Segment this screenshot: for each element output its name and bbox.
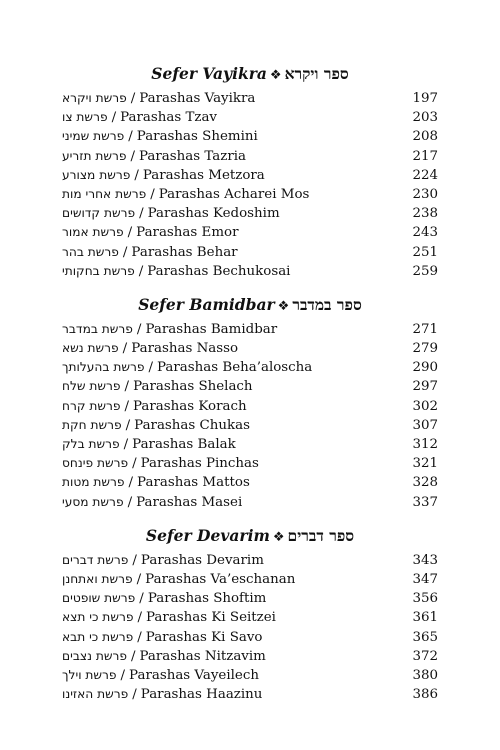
entry-title <box>62 185 309 204</box>
entry-separator: / <box>136 571 142 587</box>
toc-entry <box>62 570 438 589</box>
entry-title-hebrew: פרשת חקת <box>62 417 122 432</box>
entry-title-english: Parashas Bechukosai <box>147 263 291 279</box>
entry-title <box>62 339 238 358</box>
toc-entry <box>62 666 438 685</box>
entry-separator: / <box>122 341 128 357</box>
entry-title-english: Parashas Vayikra <box>139 91 256 106</box>
toc-entry <box>62 628 438 647</box>
entry-title <box>62 89 255 108</box>
toc-entry <box>62 397 438 416</box>
entry-separator: / <box>138 263 144 279</box>
entry-separator: / <box>127 225 133 241</box>
entry-title <box>62 416 250 435</box>
entry-title-hebrew: פרשת תזריע <box>62 148 127 163</box>
page-number: 321 <box>412 456 438 472</box>
section-title-english: Sefer Vayikra <box>151 64 267 83</box>
entry-title-english: Parashas Va’eschanan <box>145 571 296 587</box>
entry-separator: / <box>150 186 155 202</box>
entry-title-english: Parashas Tzav <box>120 110 217 126</box>
page-number: 259 <box>412 263 438 279</box>
entry-title-hebrew: פרשת פינחס <box>62 456 129 471</box>
entry-title-english: Parashas Pinchas <box>140 456 259 472</box>
toc-entry <box>62 243 438 262</box>
page-number: 238 <box>412 206 438 222</box>
section-heading <box>62 295 438 315</box>
entry-title <box>62 147 246 166</box>
entry-title <box>62 454 259 473</box>
entry-title-english: Parashas Bamidbar <box>145 321 278 337</box>
entry-separator: / <box>132 456 137 472</box>
entry-title <box>62 223 238 242</box>
section-title-english: Sefer Devarim <box>145 525 270 545</box>
toc-entry <box>62 339 438 358</box>
page-number: 243 <box>412 225 438 241</box>
entry-title-hebrew: פרשת האזינו <box>62 687 129 702</box>
page-number: 343 <box>412 552 438 568</box>
entry-separator: / <box>139 591 144 607</box>
entry-title <box>62 204 280 223</box>
entry-title-hebrew: פרשת אחרי מות <box>62 186 147 201</box>
toc-entry <box>62 416 438 435</box>
entry-title <box>62 397 247 416</box>
entry-title-hebrew: פרשת בהעלותך <box>62 360 145 375</box>
entry-title-english: Parashas Mattos <box>137 475 250 491</box>
entry-title-hebrew: פרשת בהר <box>62 244 119 259</box>
section-devarim <box>62 526 438 705</box>
page-number: 356 <box>412 591 438 607</box>
diamond-ornament-icon: ❖ <box>277 298 290 314</box>
page-number: 197 <box>412 91 438 106</box>
entry-title <box>62 608 276 627</box>
entry-title-english: Parashas Tazria <box>139 148 246 164</box>
entry-separator: / <box>120 667 126 683</box>
entry-title-hebrew: פרשת בחקותי <box>62 263 135 278</box>
entry-title-hebrew: פרשת קדושים <box>62 206 136 221</box>
entry-separator: / <box>122 244 128 260</box>
toc-entry <box>62 89 438 108</box>
entry-title <box>62 647 266 666</box>
entry-title-hebrew: פרשת כי תצא <box>62 610 134 625</box>
page-number: 203 <box>412 110 438 126</box>
entry-title-hebrew: פרשת וילך <box>62 667 117 682</box>
entry-title-english: Parashas Haazinu <box>140 687 263 703</box>
toc-entry <box>62 647 438 666</box>
entry-title <box>62 358 312 377</box>
page-number: 365 <box>412 629 438 645</box>
entry-title <box>62 473 250 492</box>
page-number: 312 <box>412 437 438 452</box>
entry-title-hebrew: פרשת שופטים <box>62 591 136 606</box>
entry-title-hebrew: פרשת בלק <box>62 437 120 451</box>
entry-list <box>62 89 438 281</box>
entry-title <box>62 551 264 570</box>
entry-separator: / <box>128 475 134 491</box>
toc-entry <box>62 147 438 166</box>
entry-title <box>62 108 217 127</box>
toc-entry <box>62 493 438 512</box>
toc-entry <box>62 223 438 242</box>
entry-title-english: Parashas Metzora <box>142 167 265 183</box>
entry-title-english: Parashas Ki Seitzei <box>145 610 276 626</box>
page-number: 290 <box>412 360 438 376</box>
entry-separator: / <box>111 110 117 126</box>
page-number: 224 <box>412 167 438 183</box>
page-number: 251 <box>412 244 438 260</box>
entry-title-english: Parashas Korach <box>133 398 247 414</box>
section-heading <box>62 526 438 546</box>
page-number: 347 <box>412 571 438 587</box>
page-number: 386 <box>412 687 438 703</box>
section-title-hebrew: ספר במדבר <box>292 294 362 314</box>
entry-title-hebrew: פרשת צו <box>62 110 108 125</box>
entry-title-hebrew: פרשת שמיני <box>62 129 125 144</box>
entry-title-hebrew: פרשת ואתחנן <box>62 571 133 586</box>
entry-title-hebrew: פרשת ויקרא <box>62 91 127 105</box>
page-number: 208 <box>412 129 438 145</box>
entry-title-hebrew: פרשת מטות <box>62 475 125 490</box>
toc-entry <box>62 685 438 704</box>
entry-separator: / <box>123 437 129 452</box>
entry-separator: / <box>132 552 137 568</box>
entry-title-english: Parashas Chukas <box>134 417 251 433</box>
entry-title-english: Parashas Vayeilech <box>129 667 259 683</box>
section-vayikra <box>62 64 438 281</box>
toc-entry <box>62 166 438 185</box>
section-title-hebrew: ספר ויקרא <box>284 64 349 83</box>
page-number: 380 <box>412 667 438 683</box>
entry-separator: / <box>136 321 142 337</box>
entry-title-hebrew: פרשת נשא <box>62 341 119 356</box>
entry-separator: / <box>148 360 153 376</box>
entry-title-english: Parashas Shoftim <box>147 591 267 607</box>
entry-separator: / <box>137 629 142 645</box>
entry-title-english: Parashas Ki Savo <box>145 629 263 645</box>
entry-title-hebrew: פרשת שלח <box>62 379 121 394</box>
page-number: 337 <box>412 494 438 510</box>
entry-title-english: Parashas Balak <box>132 437 236 452</box>
toc-entry <box>62 551 438 570</box>
toc-entry <box>62 262 438 281</box>
entry-title <box>62 493 242 512</box>
entry-title-english: Parashas Masei <box>136 494 243 510</box>
toc-entry <box>62 589 438 608</box>
entry-separator: / <box>137 610 142 626</box>
section-title-hebrew: ספר דברים <box>287 525 355 545</box>
toc-entry <box>62 377 438 396</box>
entry-separator: / <box>139 206 144 222</box>
page-number: 361 <box>412 610 438 626</box>
entry-title-hebrew: פרשת נצבים <box>62 648 127 663</box>
entry-title <box>62 435 236 454</box>
entry-title-hebrew: פרשת מסעי <box>62 494 124 509</box>
toc-entry <box>62 608 438 627</box>
section-heading <box>62 64 438 84</box>
entry-title-english: Parashas Kedoshim <box>147 206 280 222</box>
entry-title <box>62 127 258 146</box>
entry-separator: / <box>127 494 133 510</box>
table-of-contents <box>62 64 438 718</box>
page-number: 302 <box>412 398 438 414</box>
entry-separator: / <box>130 148 135 164</box>
entry-separator: / <box>125 417 131 433</box>
toc-entry <box>62 454 438 473</box>
entry-title-hebrew: פרשת במדבר <box>62 321 133 336</box>
entry-title-english: Parashas Nitzavim <box>139 648 266 664</box>
entry-title-english: Parashas Shelach <box>133 379 253 395</box>
entry-title-english: Parashas Emor <box>136 225 239 241</box>
toc-entry <box>62 358 438 377</box>
page-number: 372 <box>412 648 438 664</box>
entry-separator: / <box>124 379 130 395</box>
entry-title <box>62 666 259 685</box>
toc-entry <box>62 435 438 454</box>
section-bamidbar <box>62 295 438 512</box>
diamond-ornament-icon: ❖ <box>269 68 282 83</box>
entry-title-english: Parashas Devarim <box>140 552 264 568</box>
page-number: 230 <box>412 186 438 202</box>
entry-list <box>62 551 438 705</box>
entry-list <box>62 320 438 512</box>
entry-title-english: Parashas Acharei Mos <box>158 186 310 202</box>
page-number: 297 <box>412 379 438 395</box>
entry-separator: / <box>132 687 137 703</box>
entry-title-hebrew: פרשת דברים <box>62 552 129 567</box>
entry-title <box>62 589 266 608</box>
diamond-ornament-icon: ❖ <box>272 529 285 545</box>
toc-entry <box>62 127 438 146</box>
toc-entry <box>62 320 438 339</box>
page-number: 217 <box>412 148 438 164</box>
entry-title-english: Parashas Behar <box>131 244 238 260</box>
page-number: 279 <box>412 341 438 357</box>
entry-title-hebrew: פרשת אמור <box>62 225 124 240</box>
toc-entry <box>62 473 438 492</box>
entry-separator: / <box>134 167 139 183</box>
entry-title <box>62 243 238 262</box>
entry-separator: / <box>124 398 130 414</box>
entry-title <box>62 262 290 281</box>
page-number: 328 <box>412 475 438 491</box>
page-number: 307 <box>412 417 438 433</box>
entry-title-english: Parashas Shemini <box>136 129 258 145</box>
entry-title <box>62 628 263 647</box>
entry-separator: / <box>130 91 136 106</box>
toc-entry <box>62 108 438 127</box>
entry-title-hebrew: פרשת כי תבא <box>62 629 134 644</box>
toc-entry <box>62 185 438 204</box>
entry-title <box>62 320 277 339</box>
entry-separator: / <box>130 648 136 664</box>
entry-title-hebrew: פרשת קרח <box>62 398 121 413</box>
entry-title <box>62 570 295 589</box>
entry-title-english: Parashas Beha’aloscha <box>156 360 313 376</box>
section-title-english: Sefer Bamidbar <box>138 294 275 314</box>
page-number: 271 <box>412 321 438 337</box>
entry-separator: / <box>128 129 133 145</box>
entry-title <box>62 166 265 185</box>
entry-title-english: Parashas Nasso <box>131 341 239 357</box>
entry-title-hebrew: פרשת מצורע <box>62 167 131 182</box>
entry-title <box>62 685 262 704</box>
toc-entry <box>62 204 438 223</box>
entry-title <box>62 377 253 396</box>
